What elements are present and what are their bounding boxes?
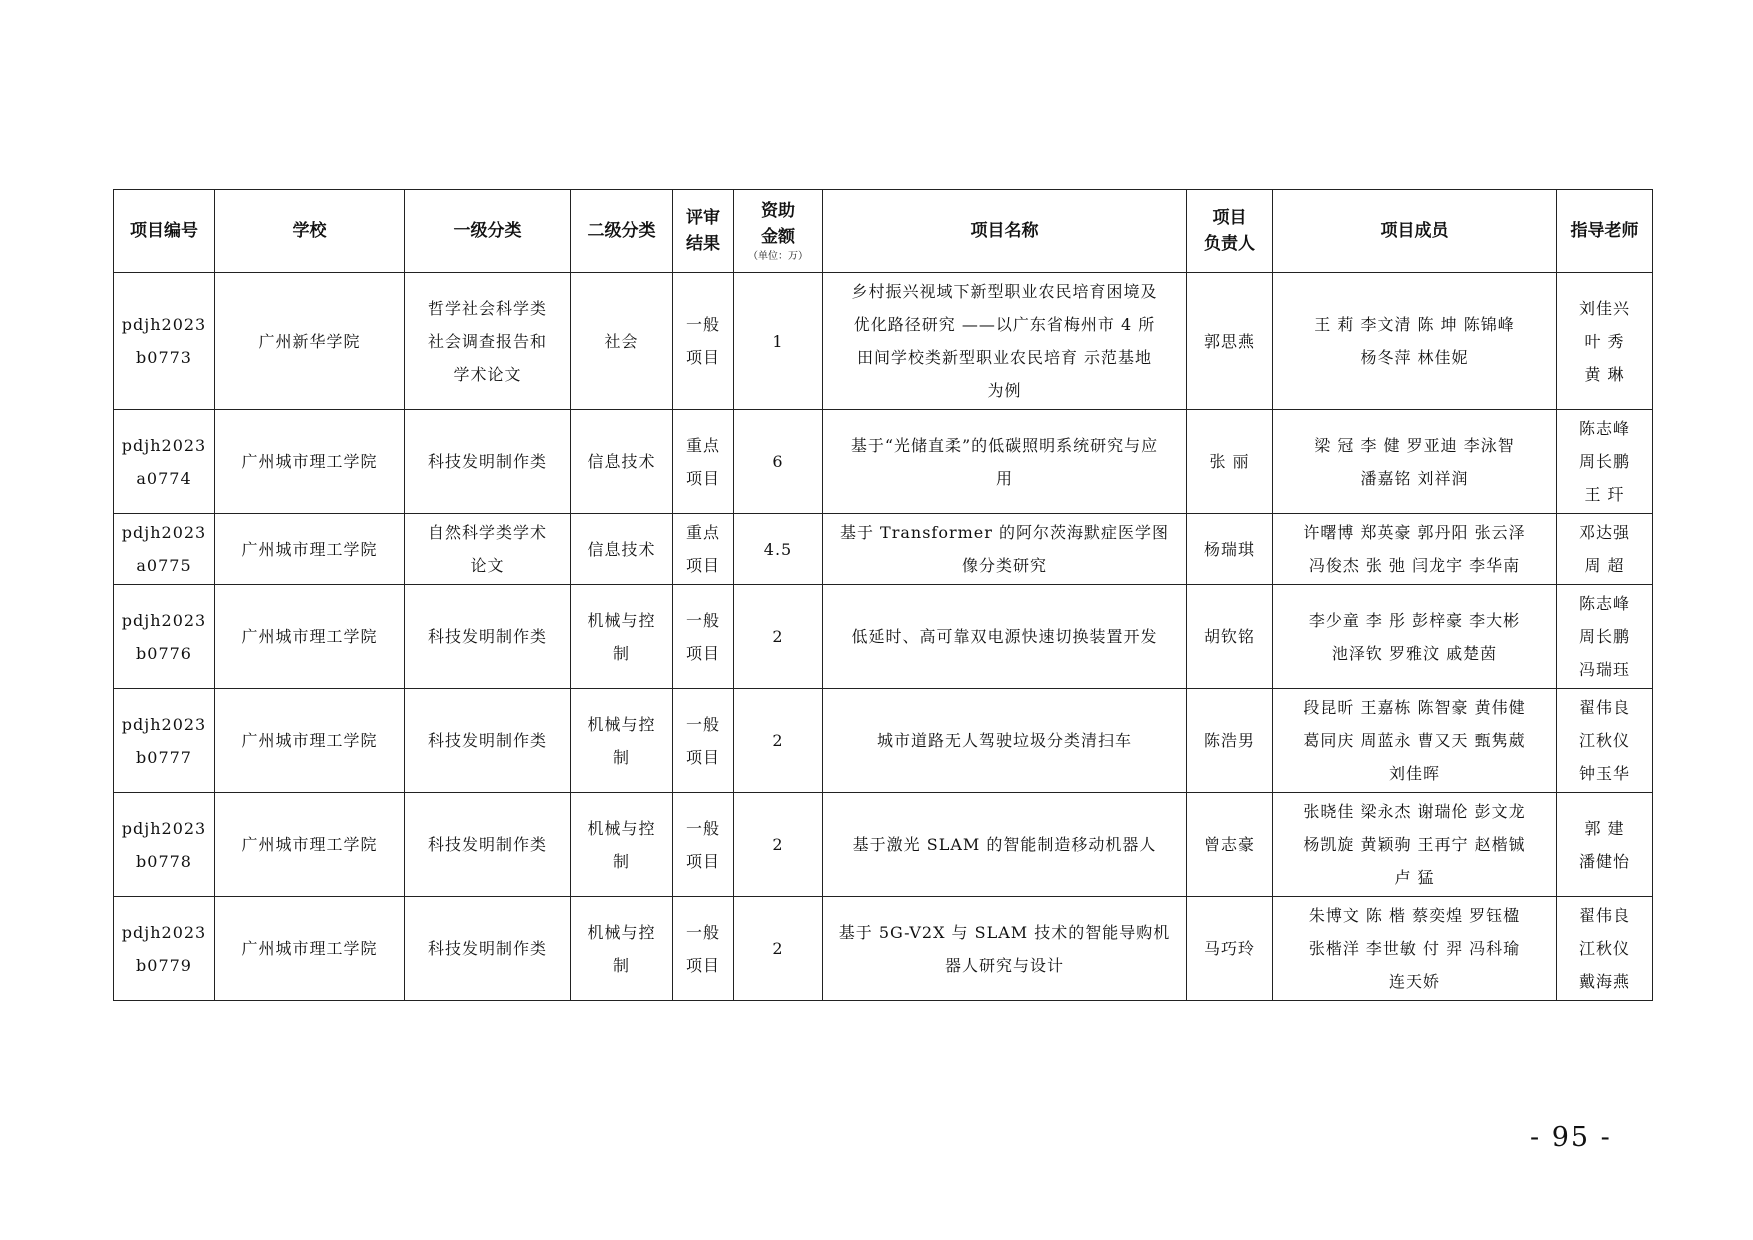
cell-review-result-line: 一般 [685, 922, 720, 942]
cell-project-id [114, 793, 215, 897]
cell-category-2-line: 社会 [604, 331, 639, 351]
cell-project-leader: 马巧玲 [1187, 897, 1273, 1001]
header-funding-line: 金额 [761, 227, 795, 247]
cell-project-members-line: 杨冬萍 林佳妮 [1360, 348, 1469, 367]
cell-project-members [1273, 689, 1557, 793]
cell-project-members-line: 王 莉 李文清 陈 坤 陈锦峰 [1314, 315, 1515, 334]
header-funding-unit: （单位：万） [748, 251, 808, 262]
cell-review-result [673, 585, 734, 689]
cell-project-name-line: 基于 5G-V2X 与 SLAM 技术的智能导购机 [838, 922, 1171, 942]
cell-project-name-line: 低延时、高可靠双电源快速切换装置开发 [851, 627, 1158, 646]
cell-category-2-line: 机械与控 [587, 818, 656, 838]
cell-funding-amount: 6 [734, 410, 823, 514]
cell-category-2-line: 机械与控 [587, 922, 656, 942]
header-leader-line: 负责人 [1204, 234, 1255, 254]
cell-school: 广州城市理工学院 [215, 689, 405, 793]
cell-review-result [673, 793, 734, 897]
header-school: 学校 [215, 190, 405, 273]
cell-advisor-line: 冯瑞珏 [1578, 660, 1630, 679]
cell-project-members-line: 卢 猛 [1394, 868, 1435, 887]
cell-project-members-line: 葛同庆 周蓝永 曹又天 甄隽葳 [1303, 731, 1526, 750]
cell-project-id-line: pdjh2023 [121, 714, 207, 734]
cell-advisor [1557, 273, 1653, 410]
project-table [113, 189, 1653, 1001]
cell-project-members-line: 张晓佳 梁永杰 谢瑞伦 彭文龙 [1303, 802, 1526, 821]
cell-project-id-line: pdjh2023 [121, 818, 207, 838]
header-leader-line: 项目 [1212, 208, 1247, 228]
table-row [114, 793, 1653, 897]
cell-project-members-line: 段昆昕 王嘉栋 陈智豪 黄伟健 [1303, 698, 1526, 717]
cell-project-id [114, 273, 215, 410]
cell-funding-amount: 4.5 [734, 514, 823, 585]
header-category-1: 一级分类 [405, 190, 571, 273]
cell-review-result-line: 一般 [685, 315, 720, 334]
cell-project-members-line: 池泽钦 罗雅汶 戚楚茵 [1331, 643, 1498, 663]
table-row [114, 897, 1653, 1001]
cell-project-name [823, 410, 1187, 514]
cell-advisor-line: 黄 琳 [1584, 364, 1625, 384]
header-project-name: 项目名称 [823, 190, 1187, 273]
cell-project-members-line: 刘佳晖 [1388, 764, 1440, 783]
cell-project-members-line: 杨凯旋 黄颖驹 王再宁 赵楷铖 [1303, 835, 1526, 854]
cell-review-result [673, 410, 734, 514]
cell-category-1-line: 学术论文 [453, 364, 522, 384]
cell-review-result [673, 689, 734, 793]
cell-project-leader: 杨瑞琪 [1187, 514, 1273, 585]
cell-project-name-line: 用 [995, 468, 1013, 488]
cell-project-name [823, 514, 1187, 585]
cell-category-2 [571, 410, 673, 514]
cell-category-2 [571, 585, 673, 689]
table-row [114, 410, 1653, 514]
cell-project-id-line: pdjh2023 [121, 922, 207, 942]
cell-project-id [114, 689, 215, 793]
header-project-id: 项目编号 [114, 190, 215, 273]
cell-category-1-line: 哲学社会科学类 [427, 298, 547, 318]
cell-advisor-line: 王 玕 [1584, 485, 1625, 504]
cell-project-leader: 郭思燕 [1187, 273, 1273, 410]
cell-project-members [1273, 585, 1557, 689]
cell-project-name-line: 优化路径研究 ——以广东省梅州市 4 所 [853, 315, 1156, 334]
cell-advisor-line: 陈志峰 [1578, 594, 1630, 613]
cell-review-result-line: 项目 [685, 643, 720, 663]
cell-project-id-line: b0779 [136, 955, 192, 975]
cell-category-2-line: 制 [612, 643, 630, 663]
cell-project-members [1273, 897, 1557, 1001]
cell-funding-amount: 2 [734, 793, 823, 897]
cell-project-id [114, 410, 215, 514]
cell-review-result-line: 重点 [685, 523, 720, 542]
table-row [114, 514, 1653, 585]
cell-project-id-line: a0775 [136, 556, 192, 575]
cell-category-1 [405, 585, 571, 689]
cell-review-result [673, 273, 734, 410]
cell-funding-amount: 2 [734, 585, 823, 689]
cell-review-result-line: 项目 [685, 468, 720, 488]
cell-project-name-line: 为例 [987, 381, 1022, 400]
cell-category-1-line: 论文 [470, 556, 505, 575]
cell-category-2 [571, 273, 673, 410]
cell-category-2 [571, 793, 673, 897]
header-review-result [673, 190, 734, 273]
cell-advisor-line: 郭 建 [1584, 818, 1625, 838]
cell-project-name-line: 田间学校类新型职业农民培育 示范基地 [856, 348, 1153, 367]
cell-project-members-line: 连天娇 [1388, 972, 1440, 991]
cell-category-1 [405, 410, 571, 514]
cell-project-id-line: pdjh2023 [121, 523, 207, 542]
cell-advisor-line: 周长鹏 [1578, 627, 1630, 646]
cell-project-name-line: 像分类研究 [961, 556, 1047, 575]
cell-review-result-line: 项目 [685, 955, 720, 975]
cell-project-members-line: 潘嘉铭 刘祥润 [1360, 468, 1469, 488]
cell-project-name [823, 273, 1187, 410]
cell-project-id [114, 897, 215, 1001]
cell-project-name-line: 基于激光 SLAM 的智能制造移动机器人 [852, 835, 1157, 854]
cell-advisor-line: 邓达强 [1578, 523, 1630, 542]
cell-category-1 [405, 514, 571, 585]
cell-review-result-line: 项目 [685, 556, 720, 575]
cell-project-name [823, 585, 1187, 689]
cell-category-2-line: 制 [612, 851, 630, 871]
cell-project-id-line: b0773 [136, 348, 192, 367]
cell-project-id-line: pdjh2023 [121, 435, 207, 455]
cell-project-name [823, 793, 1187, 897]
cell-advisor-line: 翟伟良 [1578, 698, 1630, 717]
cell-category-2-line: 机械与控 [587, 714, 656, 734]
cell-project-members [1273, 410, 1557, 514]
page-number: - 95 - [1530, 1122, 1612, 1153]
cell-funding-amount: 2 [734, 897, 823, 1001]
cell-funding-amount: 2 [734, 689, 823, 793]
cell-project-id-line: b0776 [136, 643, 192, 663]
cell-advisor-line: 江秋仪 [1578, 731, 1630, 750]
cell-advisor [1557, 410, 1653, 514]
cell-advisor-line: 戴海燕 [1578, 972, 1630, 991]
cell-category-2-line: 机械与控 [587, 610, 656, 630]
cell-project-leader: 陈浩男 [1187, 689, 1273, 793]
cell-review-result [673, 897, 734, 1001]
cell-project-members-line: 朱博文 陈 楷 蔡奕煌 罗钰楹 [1308, 906, 1521, 925]
cell-category-1-line: 自然科学类学术 [427, 523, 547, 542]
cell-project-id-line: pdjh2023 [121, 315, 207, 334]
cell-advisor-line: 江秋仪 [1578, 939, 1630, 958]
cell-school: 广州新华学院 [215, 273, 405, 410]
cell-category-1-line: 科技发明制作类 [427, 731, 547, 750]
cell-project-members-line: 张楷洋 李世敏 付 羿 冯科瑜 [1308, 939, 1521, 958]
cell-project-members [1273, 793, 1557, 897]
cell-project-name-line: 城市道路无人驾驶垃圾分类清扫车 [876, 731, 1132, 750]
cell-project-id-line: a0774 [136, 468, 192, 488]
cell-advisor-line: 钟玉华 [1578, 764, 1630, 783]
cell-project-members-line: 梁 冠 李 健 罗亚迪 李泳智 [1314, 435, 1515, 455]
cell-category-1-line: 科技发明制作类 [427, 835, 547, 854]
cell-advisor [1557, 585, 1653, 689]
cell-project-leader: 曾志豪 [1187, 793, 1273, 897]
cell-review-result-line: 一般 [685, 818, 720, 838]
cell-project-leader: 胡钦铭 [1187, 585, 1273, 689]
cell-category-2-line: 制 [612, 747, 630, 767]
cell-project-name-line: 基于“光储直柔”的低碳照明系统研究与应 [850, 435, 1159, 455]
cell-school: 广州城市理工学院 [215, 897, 405, 1001]
cell-school: 广州城市理工学院 [215, 410, 405, 514]
table-row [114, 273, 1653, 410]
cell-project-members [1273, 514, 1557, 585]
cell-advisor-line: 叶 秀 [1584, 331, 1625, 351]
cell-advisor-line: 陈志峰 [1578, 419, 1630, 438]
cell-category-1 [405, 793, 571, 897]
cell-advisor-line: 刘佳兴 [1578, 298, 1630, 318]
cell-project-name-line: 器人研究与设计 [944, 955, 1064, 975]
cell-project-name [823, 689, 1187, 793]
cell-category-1 [405, 689, 571, 793]
cell-category-1 [405, 897, 571, 1001]
cell-category-2-line: 信息技术 [587, 539, 656, 559]
cell-category-1-line: 科技发明制作类 [427, 627, 547, 646]
cell-category-2 [571, 897, 673, 1001]
cell-project-id-line: b0778 [136, 851, 192, 871]
cell-project-members-line: 许曙博 郑英豪 郭丹阳 张云泽 [1303, 523, 1526, 542]
cell-review-result-line: 项目 [685, 747, 720, 767]
header-project-members: 项目成员 [1273, 190, 1557, 273]
cell-review-result-line: 项目 [685, 348, 720, 367]
cell-school: 广州城市理工学院 [215, 793, 405, 897]
cell-review-result-line: 一般 [685, 714, 720, 734]
cell-advisor-line: 周 超 [1584, 556, 1625, 575]
cell-advisor [1557, 689, 1653, 793]
cell-advisor [1557, 793, 1653, 897]
cell-advisor [1557, 897, 1653, 1001]
header-funding-amount [734, 190, 823, 273]
cell-category-2-line: 制 [612, 955, 630, 975]
cell-project-members-line: 李少童 李 彤 彭梓豪 李大彬 [1308, 610, 1521, 630]
header-advisor: 指导老师 [1557, 190, 1653, 273]
cell-project-id [114, 514, 215, 585]
header-review-result-line: 评审 [686, 208, 720, 228]
cell-funding-amount: 1 [734, 273, 823, 410]
header-project-leader [1187, 190, 1273, 273]
cell-advisor-line: 翟伟良 [1578, 906, 1630, 925]
table-row [114, 585, 1653, 689]
table-body [114, 273, 1653, 1001]
cell-review-result [673, 514, 734, 585]
cell-project-id-line: pdjh2023 [121, 610, 207, 630]
cell-category-2 [571, 514, 673, 585]
cell-project-id-line: b0777 [136, 747, 192, 767]
cell-category-2-line: 信息技术 [587, 452, 656, 471]
header-category-2: 二级分类 [571, 190, 673, 273]
cell-advisor-line: 潘健怡 [1578, 851, 1630, 871]
cell-project-leader: 张 丽 [1187, 410, 1273, 514]
table-row [114, 689, 1653, 793]
cell-review-result-line: 项目 [685, 851, 720, 871]
cell-category-1 [405, 273, 571, 410]
cell-school: 广州城市理工学院 [215, 514, 405, 585]
cell-school: 广州城市理工学院 [215, 585, 405, 689]
cell-project-name [823, 897, 1187, 1001]
header-row [114, 190, 1653, 273]
cell-project-name-line: 基于 Transformer 的阿尔茨海默症医学图 [839, 523, 1170, 542]
cell-project-id [114, 585, 215, 689]
cell-review-result-line: 重点 [685, 435, 720, 455]
header-funding-line: 资助 [761, 201, 795, 221]
cell-project-name-line: 乡村振兴视域下新型职业农民培育困境及 [851, 282, 1158, 301]
cell-category-2 [571, 689, 673, 793]
cell-project-members-line: 冯俊杰 张 弛 闫龙宇 李华南 [1308, 556, 1521, 575]
cell-category-1-line: 科技发明制作类 [427, 939, 547, 958]
cell-advisor [1557, 514, 1653, 585]
cell-category-1-line: 科技发明制作类 [427, 452, 547, 471]
cell-category-1-line: 社会调查报告和 [427, 331, 547, 351]
cell-review-result-line: 一般 [685, 610, 720, 630]
header-review-result-line: 结果 [686, 234, 720, 254]
cell-project-members [1273, 273, 1557, 410]
cell-advisor-line: 周长鹏 [1578, 452, 1630, 471]
